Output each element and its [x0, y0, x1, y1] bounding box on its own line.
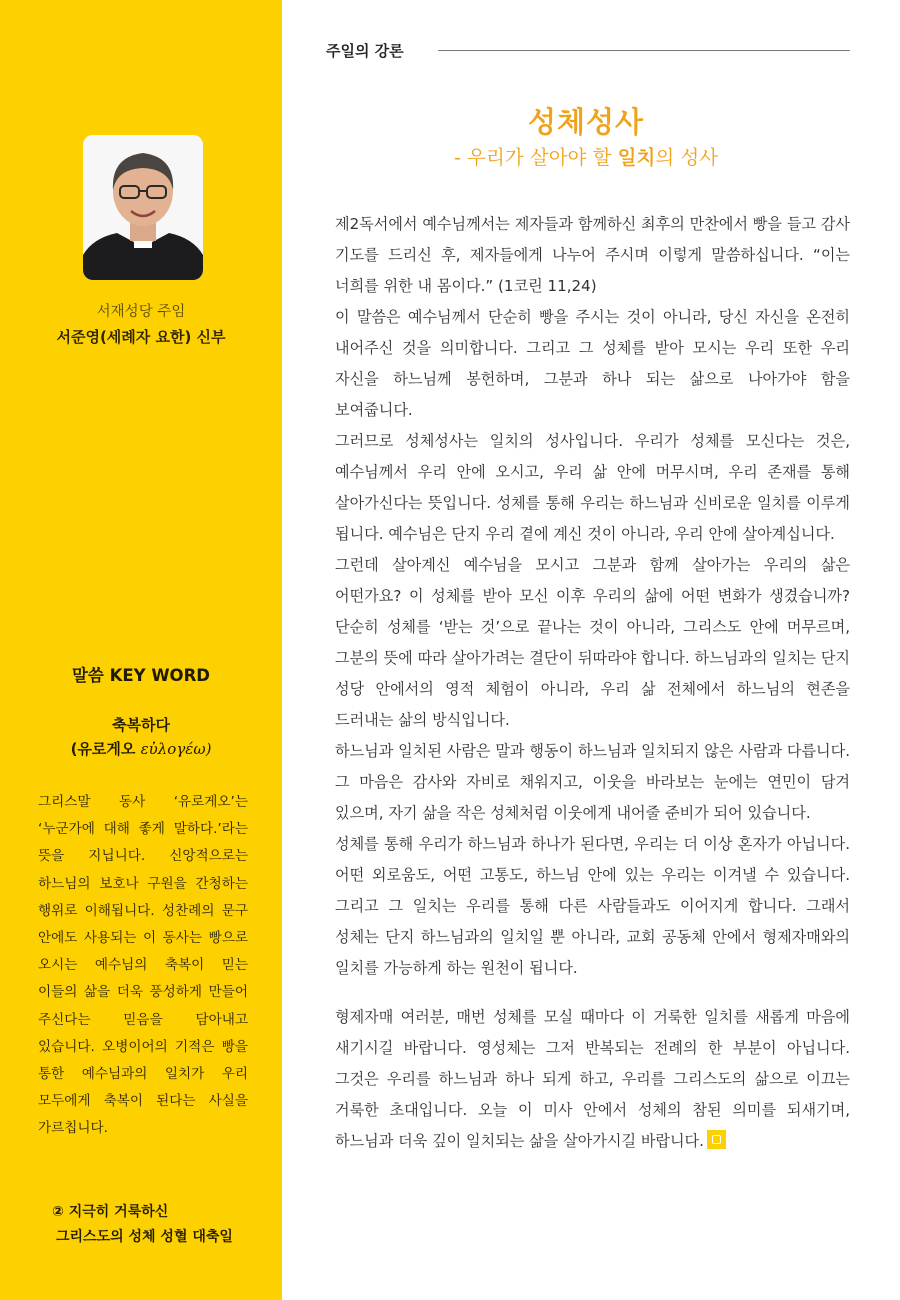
section-divider — [438, 50, 850, 51]
article-title: 성체성사 — [527, 105, 645, 139]
article-paragraph-1: 제2독서에서 예수님께서는 제자들과 함께하신 최후의 만찬에서 빵을 들고 감사 기도를 드리신 후, 제자들에게 나누어 주시며 이렇게 말씀하십니다. “이는 너희를 위한 내 몸이다.” (1코린 11,24) — [335, 215, 850, 295]
feast-line-1: ② 지극히 거룩하신 — [52, 1204, 169, 1220]
article-paragraph-2: 이 말씀은 예수님께서 단순히 빵을 주시는 것이 아니라, 당신 자신을 온전히 내어주신 것을 의미합니다. 그리고 그 성체를 받아 모시는 우리 또한 우리 자신을 하느님께 봉헌하며, 그분과 하나 되는 삶으로 나아가야 함을 보여줍니다. — [335, 308, 850, 419]
article-paragraph-3: 그러므로 성체성사는 일치의 성사입니다. 우리가 성체를 모신다는 것은, 예수님께서 우리 안에 오시고, 우리 삶 안에 머무시며, 우리 존재를 통해 살아가신다는 뜻입니다. 성체를 통해 우리는 하느님과 신비로운 일치를 이루게 됩니다. 예수님은 단지 우리 곁에 계신 것이 아니라, 우리 안에 살아계십니다. — [335, 432, 850, 543]
keyword-heading: 말씀 KEY WORD — [71, 666, 210, 685]
author-portrait-graphic — [83, 135, 203, 280]
author-role: 서재성당 주임 — [96, 304, 186, 320]
section-label: 주일의 강론 — [326, 42, 404, 60]
keyword-translit-korean: (유로게오 — [70, 740, 136, 758]
article-paragraph-7-text: 형제자매 여러분, 매번 성체를 모실 때마다 이 거룩한 일치를 새롭게 마음에 새기시길 바랍니다. 영성체는 그저 반복되는 전례의 한 부분이 아닙니다. 그것은 우리를 하느님과 하나 되게 하고, 우리를 그리스도의 삶으로 이끄는 거룩한 초대입니다. 오늘 이 미사 안에서 성체의 참된 의미를 되새기며, 하느님과 더욱 깊이 일치되는 삶을 살아가시길 바랍니다. — [335, 1008, 850, 1150]
article-paragraph-5: 하느님과 일치된 사람은 말과 행동이 하느님과 일치되지 않은 사람과 다릅니다. 그 마음은 감사와 자비로 채워지고, 이웃을 바라보는 눈에는 연민이 담겨 있으며, 자기 삶을 작은 성체처럼 이웃에게 내어줄 준비가 되어 있습니다. — [335, 742, 850, 822]
feast-label — [52, 1200, 233, 1250]
article-paragraph-6: 성체를 통해 우리가 하느님과 하나가 된다면, 우리는 더 이상 혼자가 아닙니다. 어떤 외로움도, 어떤 고통도, 하느님 안에 있는 우리는 이겨낼 수 있습니다. 그리고 그 일치는 우리를 통해 다른 사람들과도 이어지게 합니다. 그래서 성체는 단지 하느님과의 일치일 뿐 아니라, 교회 공동체 안에서 형제자매와의 일치를 가능하게 하는 원천이 됩니다. — [335, 835, 850, 977]
subtitle-prefix: - 우리가 살아야 할 — [453, 146, 618, 169]
author-name: 서준영(세례자 요한) 신부 — [56, 328, 226, 346]
author-portrait — [83, 135, 203, 280]
article-body — [335, 209, 850, 1157]
subtitle-suffix: 의 성사 — [655, 146, 719, 169]
keyword-greek: εὐλογέω) — [140, 740, 212, 758]
feast-line-2: 그리스도의 성체 성혈 대축일 — [56, 1229, 233, 1245]
keyword-transliteration — [0, 738, 282, 759]
sidebar — [0, 0, 282, 1300]
end-of-article-mark-icon — [707, 1130, 726, 1149]
article-paragraph-4: 그런데 살아계신 예수님을 모시고 그분과 함께 살아가는 우리의 삶은 어떤가요? 이 성체를 받아 모신 이후 우리의 삶에 어떤 변화가 생겼습니까? 단순히 성체를 ‘받는 것’으로 끝나는 것이 아니라, 그리스도 안에 머무르며, 그분의 뜻에 따라 살아가려는 결단이 뒤따라야 합니다. 하느님과의 일치는 단지 성당 안에서의 영적 체험이 아니라, 우리 삶 전체에서 하느님의 현존을 드러내는 삶의 방식입니다. — [335, 556, 850, 729]
article-paragraph-7 — [335, 1002, 850, 1157]
article-subtitle — [300, 142, 872, 170]
keyword-explanation: 그리스말 동사 ‘유로게오’는 ‘누군가에 대해 좋게 말하다.’라는 뜻을 지닙니다. 신앙적으로는 하느님의 보호나 구원을 간청하는 행위로 이해됩니다. 성찬례의 문구 안에도 사용되는 이 동사는 빵으로 오시는 예수님의 축복이 믿는 이들의 삶을 더욱 풍성하게 만들어 주신다는 믿음을 담아내고 있습니다. 오병이어의 기적은 빵을 통한 예수님과의 일치가 우리 모두에게 축복이 된다는 사실을 가르칩니다. — [38, 794, 248, 1137]
keyword-word: 축복하다 — [112, 716, 170, 734]
subtitle-emphasis: 일치 — [617, 146, 656, 169]
